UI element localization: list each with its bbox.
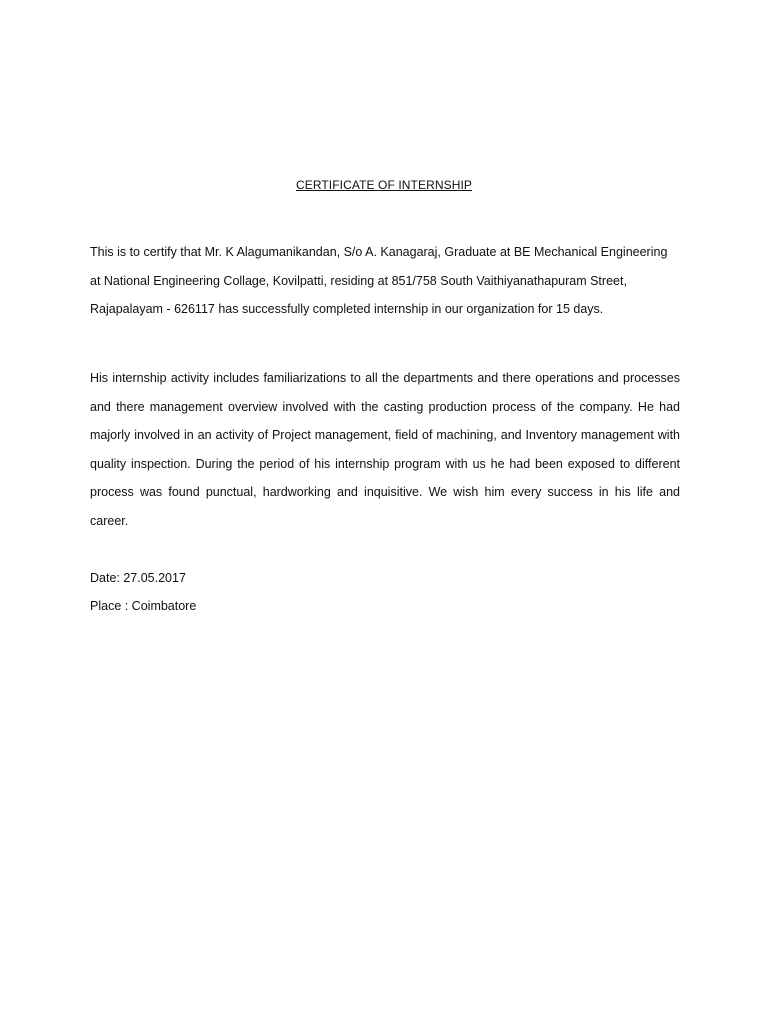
internship-activity-paragraph: His internship activity includes familiarizations to all the departments and there operations and processes and there management overview involved with the casting production process of the company. He had majorly involved in an activity of Project management, field of machining, and Inventory management with quality inspection. During the period of his internship program with us he had been exposed to different process was found punctual, hardworking and inquisitive. We wish him every success in his life and career. (90, 371, 680, 528)
place-line: Place : Coimbatore (90, 599, 197, 613)
certification-paragraph: This is to certify that Mr. K Alagumanikandan, S/o A. Kanagaraj, Graduate at BE Mechanical Engineering at National Engineering Collage, Kovilpatti, residing at 851/758 South Vaithiyanathapuram Street, Rajapalayam - 626117 has successfully completed internship in our organization for 15 days. (90, 245, 668, 317)
date-line: Date: 27.05.2017 (90, 571, 186, 585)
certificate-title: CERTIFICATE OF INTERNSHIP (295, 178, 473, 192)
